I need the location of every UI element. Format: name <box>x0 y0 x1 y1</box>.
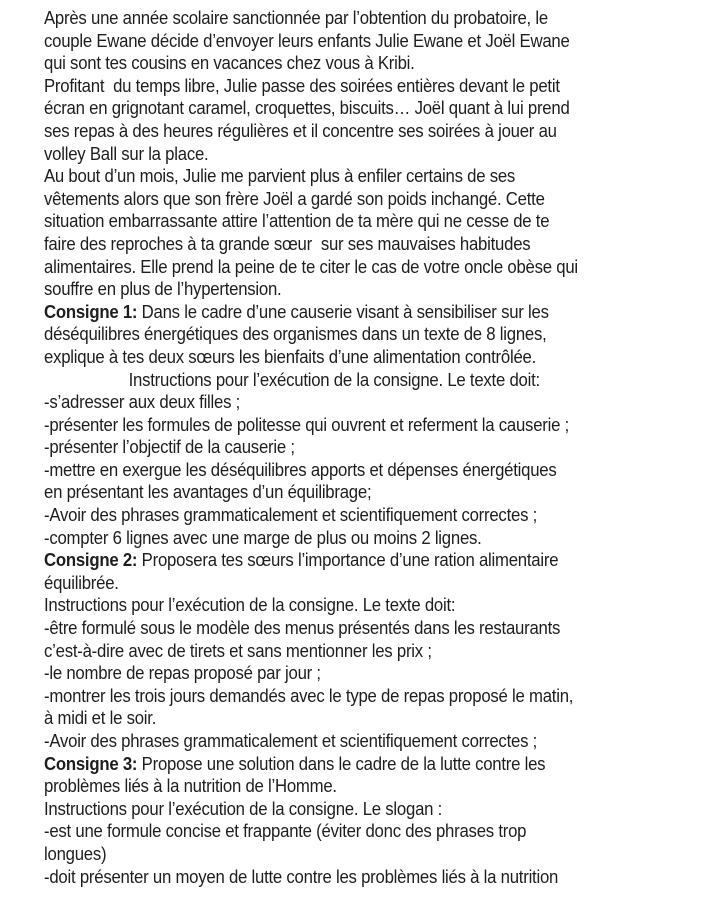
text-line: Profitant du temps libre, Julie passe des soirées entières devant le petit <box>44 75 560 96</box>
instruction-item: -montrer les trois jours demandés avec le type de repas proposé le matin, <box>44 685 574 706</box>
text-line: problèmes liés à la nutrition de l’Homme. <box>44 776 337 797</box>
instruction-item: -présenter les formules de politesse qui ouvrent et referment la causerie ; <box>44 414 570 435</box>
instruction-item: -compter 6 lignes avec une marge de plus ou moins 2 lignes. <box>44 527 482 548</box>
consigne-1-section <box>44 301 714 550</box>
text-line: Au bout d’un mois, Julie me parvient plus à enfiler certains de ses <box>44 166 516 187</box>
consigne-1-heading-line <box>44 301 714 324</box>
text-line: explique à tes deux sœurs les bienfaits d’une alimentation contrôlée. <box>44 346 537 367</box>
consigne-3-text: Propose une solution dans le cadre de la lutte contre les <box>137 753 546 774</box>
text-line: vêtements alors que son frère Joël a gardé son poids inchangé. Cette <box>44 188 545 209</box>
text-line: équilibrée. <box>44 572 119 593</box>
text-line: faire des reproches à ta grande sœur sur ses mauvaises habitudes <box>44 233 531 254</box>
text-line: souffre en plus de l’hypertension. <box>44 279 282 300</box>
text-line: qui sont tes cousins en vacances chez vous à Kribi. <box>44 53 415 74</box>
consigne-1-label: Consigne 1: <box>44 301 138 322</box>
consigne-2-text: Proposera tes sœurs l’importance d’une ration alimentaire <box>137 550 559 571</box>
instruction-item: -présenter l’objectif de la causerie ; <box>44 437 295 458</box>
instruction-item: -s’adresser aux deux filles ; <box>44 392 241 413</box>
instruction-item: c’est-à-dire avec de tirets et sans mentionner les prix ; <box>44 640 432 661</box>
text-line: ses repas à des heures régulières et il concentre ses soirées à jouer au <box>44 120 557 141</box>
instruction-item: -le nombre de repas proposé par jour ; <box>44 663 321 684</box>
instruction-item: -doit présenter un moyen de lutte contre les problèmes liés à la nutrition <box>44 866 559 887</box>
text-line: couple Ewane décide d’envoyer leurs enfants Julie Ewane et Joël Ewane <box>44 30 570 51</box>
consigne-2-section <box>44 549 714 752</box>
consigne-3-heading-line <box>44 753 714 776</box>
document-body <box>44 7 714 888</box>
consigne-2-label: Consigne 2: <box>44 550 138 571</box>
text-line: Après une année scolaire sanctionnée par l’obtention du probatoire, le <box>44 8 548 28</box>
consigne-2-heading-line <box>44 549 714 572</box>
consigne-1-instructions-heading: Instructions pour l’exécution de la consigne. Le texte doit: <box>128 369 540 390</box>
instruction-item: -mettre en exergue les déséquilibres apports et dépenses énergétiques <box>44 459 557 480</box>
consigne-3-instructions-heading: Instructions pour l’exécution de la consigne. Le slogan : <box>44 798 443 819</box>
text-line: alimentaires. Elle prend la peine de te citer le cas de votre oncle obèse qui <box>44 256 578 277</box>
text-line: volley Ball sur la place. <box>44 143 209 164</box>
instruction-item: à midi et le soir. <box>44 708 157 729</box>
consigne-1-text: Dans le cadre d’une causerie visant à sensibiliser sur les <box>137 301 549 322</box>
consigne-3-label: Consigne 3: <box>44 753 138 774</box>
text-line: écran en grignotant caramel, croquettes, biscuits… Joël quant à lui prend <box>44 98 570 119</box>
instruction-item: -Avoir des phrases grammaticalement et scientifiquement correctes ; <box>44 505 538 526</box>
instruction-item: longues) <box>44 843 107 864</box>
consigne-2-instructions-heading: Instructions pour l’exécution de la consigne. Le texte doit: <box>44 595 456 616</box>
text-line: déséquilibres énergétiques des organismes dans un texte de 8 lignes, <box>44 324 547 345</box>
instruction-item: en présentant les avantages d’un équilibrage; <box>44 482 372 503</box>
instruction-item: -est une formule concise et frappante (éviter donc des phrases trop <box>44 821 527 842</box>
intro-paragraph <box>44 7 714 301</box>
instruction-item: -Avoir des phrases grammaticalement et scientifiquement correctes ; <box>44 731 538 751</box>
consigne-3-section <box>44 753 714 889</box>
instruction-item: -être formulé sous le modèle des menus présentés dans les restaurants <box>44 618 561 639</box>
text-line: situation embarrassante attire l’attention de ta mère qui ne cesse de te <box>44 211 550 232</box>
